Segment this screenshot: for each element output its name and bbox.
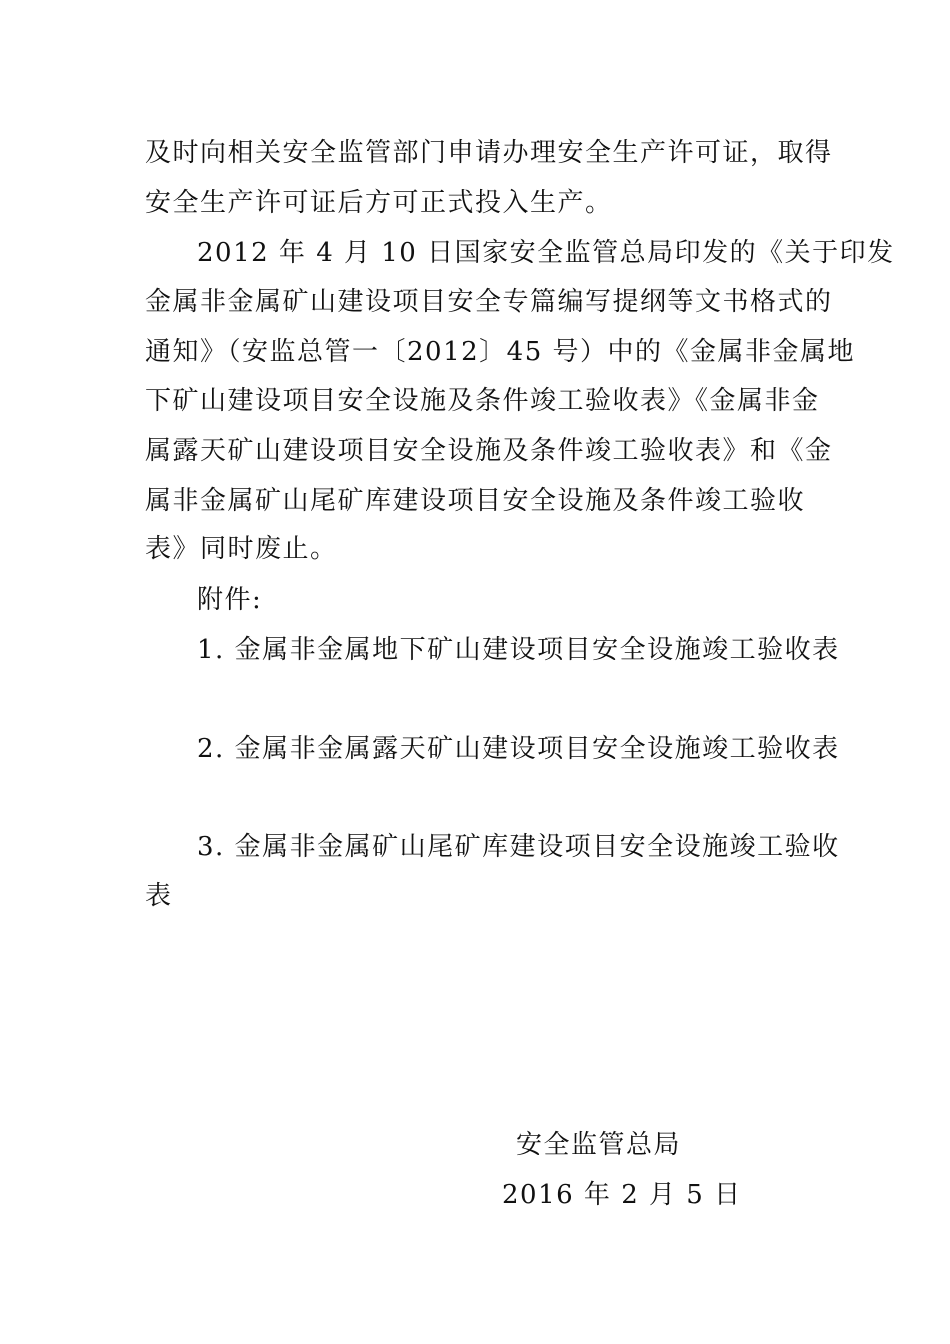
attachment-item-1: 1. 金属非金属地下矿山建设项目安全设施竣工验收表	[197, 635, 840, 665]
attachments-label: 附件:	[197, 585, 263, 615]
signature-issuer: 安全监管总局	[516, 1130, 682, 1160]
paragraph-2-line-6: 属非金属矿山尾矿库建设项目安全设施及条件竣工验收	[145, 486, 806, 516]
paragraph-2-line-5: 属露天矿山建设项目安全设施及条件竣工验收表》和《金	[145, 436, 833, 466]
attachment-item-2: 2. 金属非金属露天矿山建设项目安全设施竣工验收表	[197, 734, 840, 764]
signature-date: 2016 年 2 月 5 日	[502, 1180, 742, 1210]
paragraph-2-line-1: 2012 年 4 月 10 日国家安全监管总局印发的《关于印发	[197, 238, 895, 268]
paragraph-2-line-3: 通知》（安监总管一〔2012〕45 号）中的《金属非金属地	[145, 337, 856, 367]
paragraph-2-line-2: 金属非金属矿山建设项目安全专篇编写提纲等文书格式的	[145, 287, 833, 317]
attachment-item-3-continuation: 表	[145, 881, 173, 911]
paragraph-2-line-4: 下矿山建设项目安全设施及条件竣工验收表》《金属非金	[145, 386, 820, 416]
paragraph-1-line-1: 及时向相关安全监管部门申请办理安全生产许可证，取得	[145, 138, 833, 168]
attachment-item-3: 3. 金属非金属矿山尾矿库建设项目安全设施竣工验收	[197, 832, 840, 862]
paragraph-1-line-2: 安全生产许可证后方可正式投入生产。	[145, 188, 613, 218]
paragraph-2-line-7: 表》同时废止。	[145, 534, 338, 564]
